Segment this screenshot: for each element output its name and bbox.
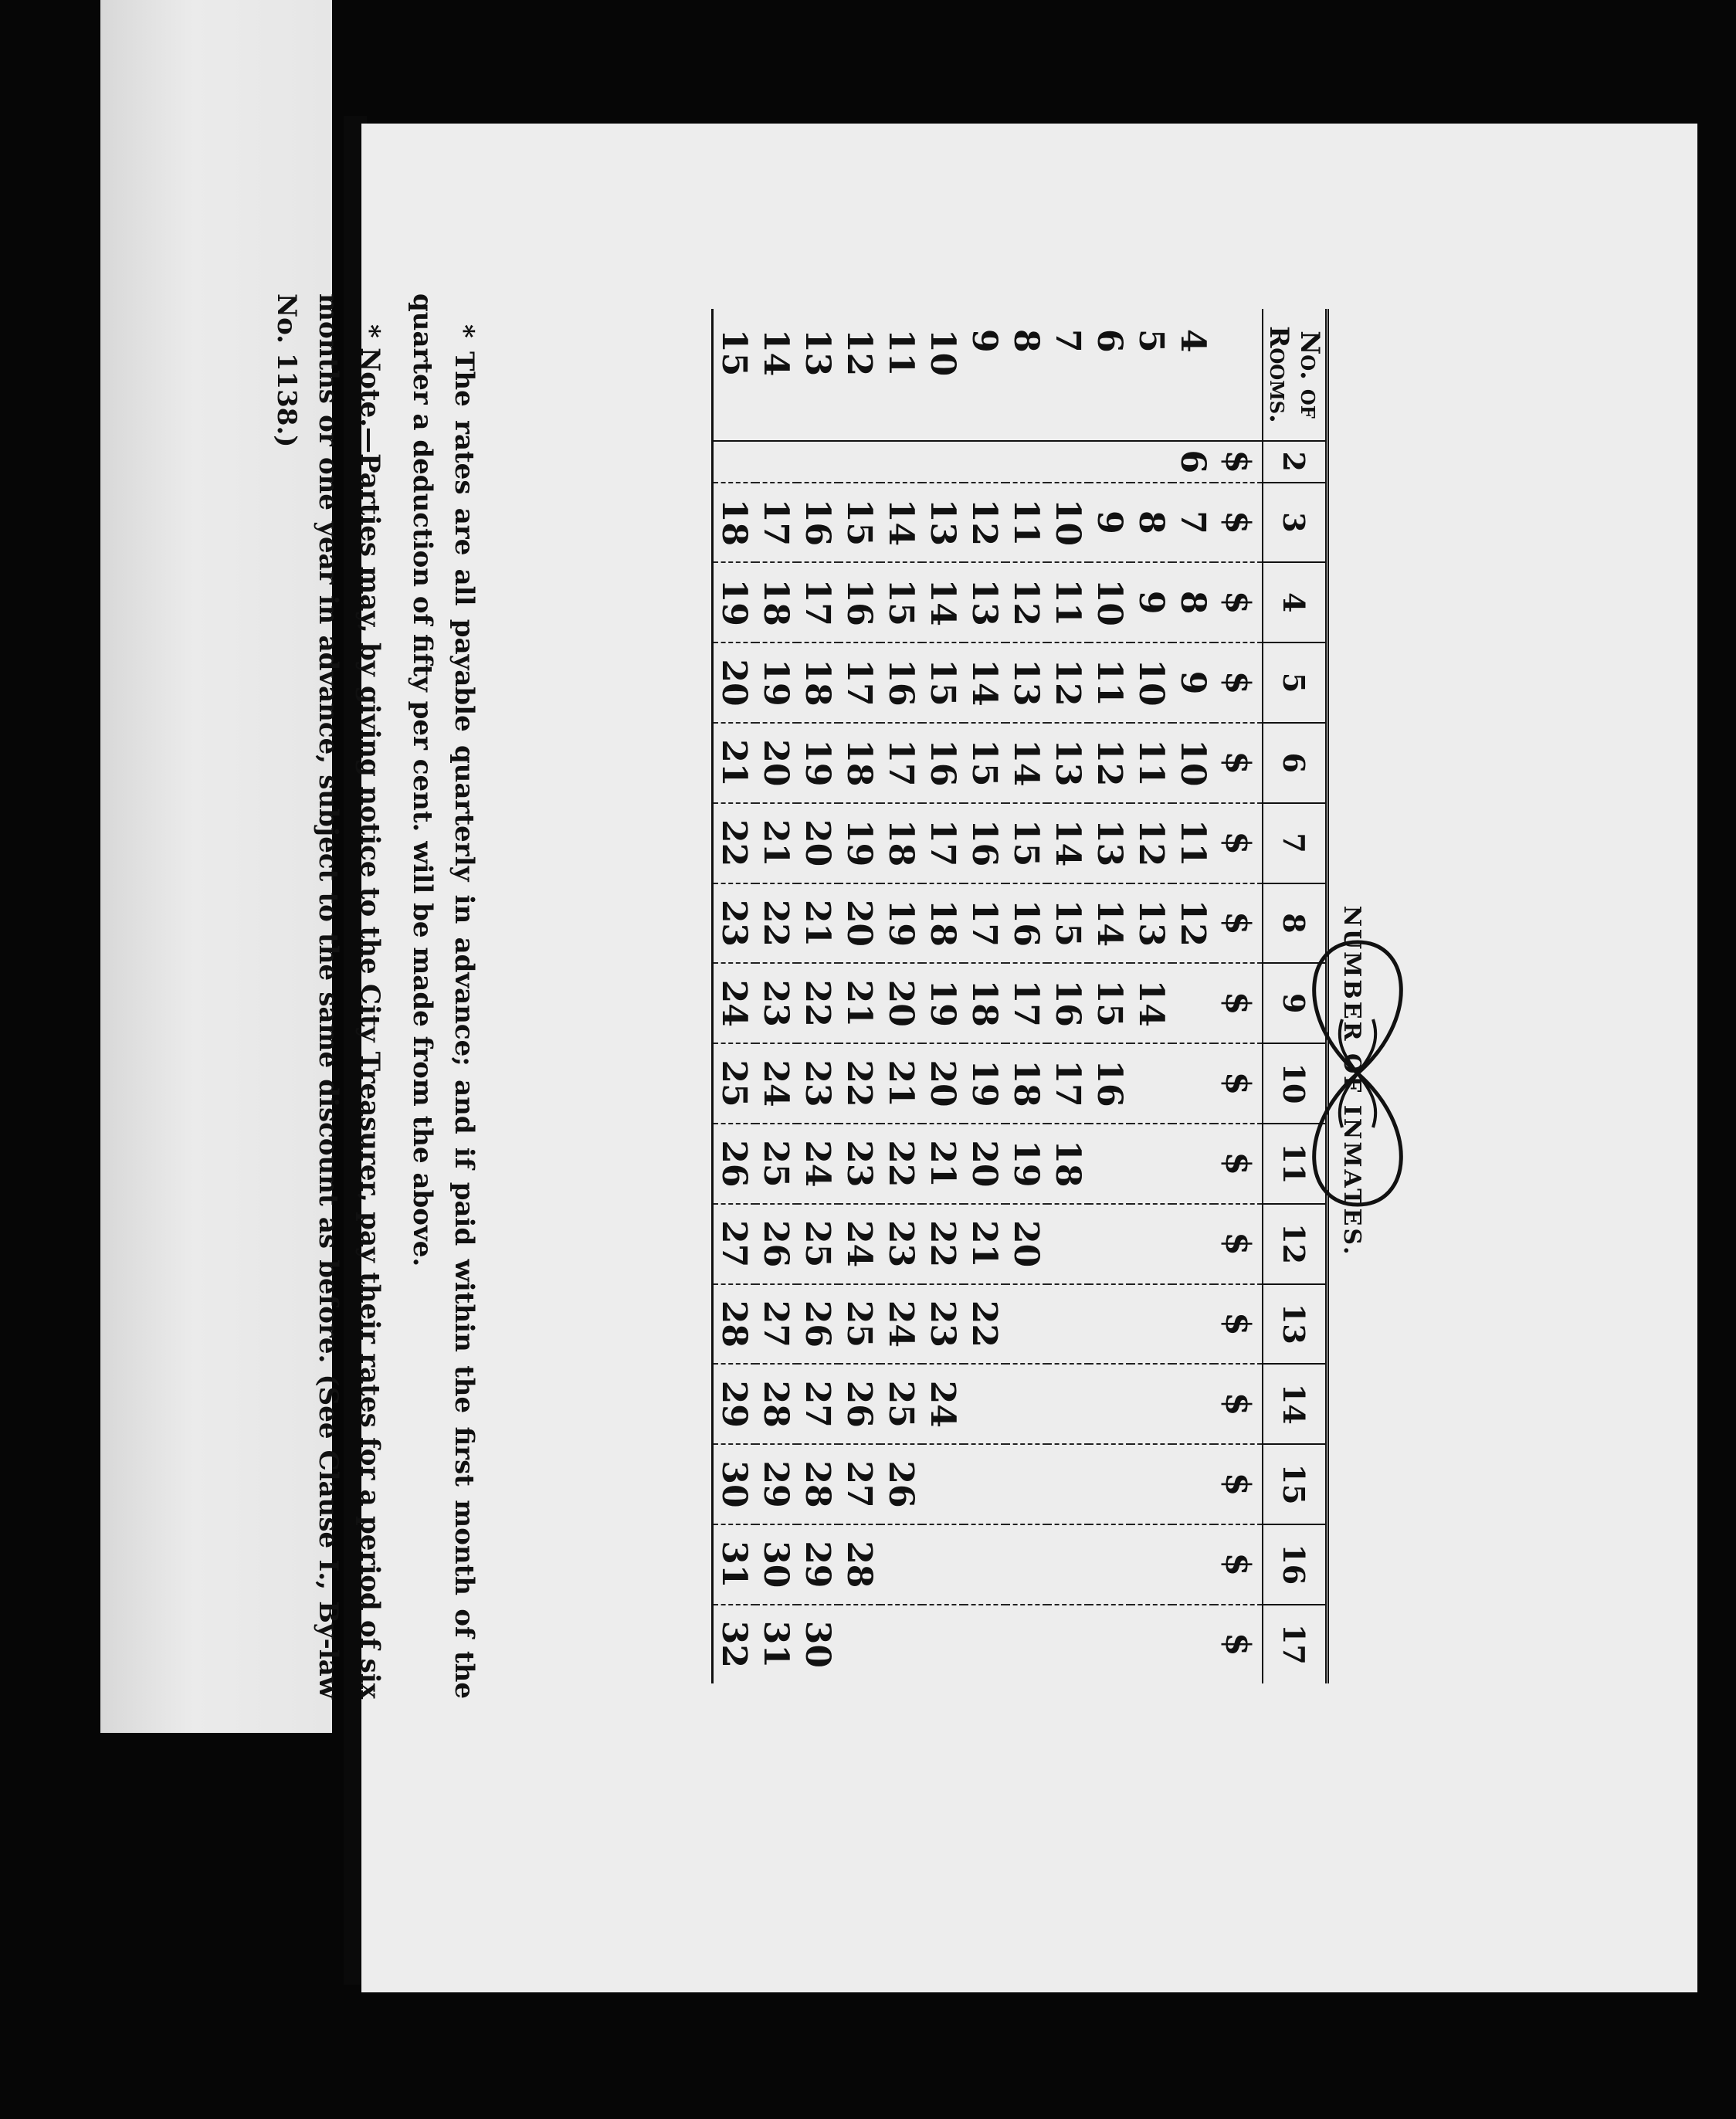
inmates-column-header: 12 [1263, 1204, 1327, 1284]
rate-cell: 17 [880, 723, 922, 803]
rate-cell [1005, 1444, 1047, 1524]
rate-cell [880, 441, 922, 483]
rate-cell [964, 1364, 1005, 1444]
rate-cell: 19 [1005, 1124, 1047, 1204]
rate-cell [1172, 963, 1214, 1043]
rate-cell [1131, 1043, 1172, 1124]
rooms-cell: 12 [839, 309, 880, 441]
rooms-cell: 11 [880, 309, 922, 441]
rate-cell: 20 [755, 723, 797, 803]
rate-cell: 25 [755, 1124, 797, 1204]
inmates-column-header: 7 [1263, 803, 1327, 883]
table-row [839, 309, 880, 1683]
inmates-column-header: 6 [1263, 723, 1327, 803]
rate-cell: 31 [713, 1524, 756, 1605]
rate-cell: 19 [755, 642, 797, 723]
rate-cell: 16 [922, 723, 964, 803]
rate-cell: 30 [755, 1524, 797, 1605]
rate-cell: 18 [1005, 1043, 1047, 1124]
rate-cell [755, 441, 797, 483]
rate-cell [1089, 1364, 1131, 1444]
rate-cell: 23 [839, 1124, 880, 1204]
rooms-cell: 4 [1172, 309, 1214, 441]
rate-cell: 26 [713, 1124, 756, 1204]
rate-cell: 27 [839, 1444, 880, 1524]
rate-cell: 18 [797, 642, 839, 723]
rate-cell: 29 [713, 1364, 756, 1444]
rate-cell [880, 1524, 922, 1605]
currency-cell: $ [1214, 883, 1263, 964]
rate-cell: 28 [713, 1284, 756, 1365]
rate-cell: 14 [1005, 723, 1047, 803]
rate-cell: 11 [1172, 803, 1214, 883]
rate-cell: 28 [755, 1364, 797, 1444]
rate-cell: 18 [713, 483, 756, 563]
rate-cell: 27 [755, 1284, 797, 1365]
rate-cell: 10 [1131, 642, 1172, 723]
currency-cell: $ [1214, 1444, 1263, 1524]
rate-cell [1131, 1364, 1172, 1444]
table-row [713, 309, 756, 1683]
rate-cell: 13 [1089, 803, 1131, 883]
rate-cell: 22 [755, 883, 797, 964]
rate-cell [1047, 1605, 1089, 1683]
currency-cell: $ [1214, 1605, 1263, 1683]
rate-cell: 18 [755, 562, 797, 642]
rate-cell: 26 [839, 1364, 880, 1444]
rate-cell: 18 [1047, 1124, 1089, 1204]
rate-cell: 16 [797, 483, 839, 563]
rate-cell: 19 [713, 562, 756, 642]
table-row [880, 309, 922, 1683]
rate-cell: 19 [964, 1043, 1005, 1124]
rate-cell: 15 [880, 562, 922, 642]
rate-cell: 24 [755, 1043, 797, 1124]
rate-cell: 12 [964, 483, 1005, 563]
rate-cell: 13 [922, 483, 964, 563]
rate-cell: 21 [964, 1204, 1005, 1284]
inmates-column-header: 15 [1263, 1444, 1327, 1524]
rate-cell: 17 [1005, 963, 1047, 1043]
rate-cell: 17 [755, 483, 797, 563]
rate-cell: 6 [1172, 441, 1214, 483]
rate-cell: 22 [880, 1124, 922, 1204]
rate-cell [964, 1605, 1005, 1683]
footnotes [255, 293, 485, 1699]
currency-cell: $ [1214, 1364, 1263, 1444]
rate-cell: 24 [922, 1364, 964, 1444]
inmates-column-header: 2 [1263, 441, 1327, 483]
rate-cell: 22 [797, 963, 839, 1043]
rate-cell: 7 [1172, 483, 1214, 563]
table-heading: NUMBER OF INMATES. [1338, 905, 1365, 1257]
inmates-column-header: 9 [1263, 963, 1327, 1043]
table-row [755, 309, 797, 1683]
rate-cell: 22 [964, 1284, 1005, 1365]
rate-cell: 20 [880, 963, 922, 1043]
currency-cell: $ [1214, 803, 1263, 883]
currency-cell: $ [1214, 562, 1263, 642]
inmates-column-header: 5 [1263, 642, 1327, 723]
rate-cell: 12 [1131, 803, 1172, 883]
rate-cell: 12 [1089, 723, 1131, 803]
rate-cell: 22 [839, 1043, 880, 1124]
rate-cell: 19 [797, 723, 839, 803]
rooms-cell: 9 [964, 309, 1005, 441]
rate-cell: 8 [1172, 562, 1214, 642]
rate-cell: 24 [713, 963, 756, 1043]
table-row [922, 309, 964, 1683]
table-row [1089, 309, 1131, 1683]
rate-cell: 23 [922, 1284, 964, 1365]
rate-cell: 21 [713, 723, 756, 803]
inmates-column-header: 14 [1263, 1364, 1327, 1444]
rate-cell [1131, 1284, 1172, 1365]
inmates-column-header: 16 [1263, 1524, 1327, 1605]
table-body [713, 309, 1263, 1683]
rate-cell: 29 [797, 1524, 839, 1605]
rate-cell: 16 [880, 642, 922, 723]
rate-cell: 24 [839, 1204, 880, 1284]
rate-cell [1047, 1444, 1089, 1524]
rate-cell: 21 [880, 1043, 922, 1124]
inmates-column-header: 4 [1263, 562, 1327, 642]
rate-cell [1131, 1605, 1172, 1683]
rooms-cell: 6 [1089, 309, 1131, 441]
rate-cell: 14 [964, 642, 1005, 723]
rate-cell: 25 [839, 1284, 880, 1365]
currency-cell: $ [1214, 723, 1263, 803]
rate-cell [1131, 1524, 1172, 1605]
rate-cell: 15 [839, 483, 880, 563]
rate-cell: 12 [1172, 883, 1214, 964]
rate-cell [1089, 1444, 1131, 1524]
rate-cell: 11 [1131, 723, 1172, 803]
rate-cell [1089, 1124, 1131, 1204]
rate-cell: 28 [839, 1524, 880, 1605]
rate-cell [922, 1444, 964, 1524]
rate-cell: 11 [1047, 562, 1089, 642]
rate-cell: 16 [964, 803, 1005, 883]
rate-cell: 14 [922, 562, 964, 642]
rate-cell: 20 [797, 803, 839, 883]
currency-cell: $ [1214, 642, 1263, 723]
rate-cell: 17 [964, 883, 1005, 964]
rate-cell: 28 [797, 1444, 839, 1524]
rate-cell [1089, 441, 1131, 483]
rate-cell: 12 [1047, 642, 1089, 723]
rate-cell: 24 [880, 1284, 922, 1365]
rate-cell: 18 [839, 723, 880, 803]
rate-cell: 16 [1047, 963, 1089, 1043]
currency-cell: $ [1214, 1204, 1263, 1284]
rate-cell: 8 [1131, 483, 1172, 563]
rate-cell: 23 [755, 963, 797, 1043]
rate-cell [1005, 1524, 1047, 1605]
rate-cell: 23 [797, 1043, 839, 1124]
rooms-cell: 14 [755, 309, 797, 441]
currency-cell: $ [1214, 1524, 1263, 1605]
rooms-cell: 15 [713, 309, 756, 441]
rate-cell [797, 441, 839, 483]
rooms-cell: 5 [1131, 309, 1172, 441]
rate-cell: 12 [1005, 562, 1047, 642]
rate-cell [1131, 1124, 1172, 1204]
rooms-cell: 8 [1005, 309, 1047, 441]
rate-cell: 9 [1172, 642, 1214, 723]
currency-row-spacer [1214, 309, 1263, 441]
rate-cell [1005, 1364, 1047, 1444]
inmates-column-header: 3 [1263, 483, 1327, 563]
rate-cell: 19 [839, 803, 880, 883]
inmates-column-header: 8 [1263, 883, 1327, 964]
rate-cell: 9 [1131, 562, 1172, 642]
rate-cell [1131, 1204, 1172, 1284]
rate-cell: 13 [1131, 883, 1172, 964]
currency-cell: $ [1214, 441, 1263, 483]
rate-cell [1005, 1605, 1047, 1683]
rate-cell: 15 [964, 723, 1005, 803]
rate-cell [964, 441, 1005, 483]
rate-cell: 20 [713, 642, 756, 723]
currency-cell: $ [1214, 1124, 1263, 1204]
rate-cell: 15 [1047, 883, 1089, 964]
rate-cell: 21 [922, 1124, 964, 1204]
rate-cell [1005, 1284, 1047, 1365]
rate-cell [1172, 1605, 1214, 1683]
rate-cell [1047, 1284, 1089, 1365]
rate-cell [964, 1524, 1005, 1605]
footnote-advance: * Note.—Parties may, by giving notice to the City Treasurer, pay their rates for a period of six months or one year in advance, subject to the same discount as before. (See Clause I., By-law No. 1138.) [271, 293, 385, 1699]
rate-cell: 16 [1089, 1043, 1131, 1124]
rate-cell: 32 [713, 1605, 756, 1683]
rate-cell [1089, 1524, 1131, 1605]
currency-cell: $ [1214, 483, 1263, 563]
rate-cell: 18 [880, 803, 922, 883]
rate-cell: 19 [922, 963, 964, 1043]
rate-cell [922, 1605, 964, 1683]
rate-cell: 19 [880, 883, 922, 964]
rate-cell [1089, 1204, 1131, 1284]
table-row [1047, 309, 1089, 1683]
rate-cell: 17 [1047, 1043, 1089, 1124]
rate-cell: 15 [1089, 963, 1131, 1043]
rate-cell [1131, 1444, 1172, 1524]
rate-cell: 18 [922, 883, 964, 964]
rate-cell: 14 [880, 483, 922, 563]
rooms-cell: 13 [797, 309, 839, 441]
rate-cell: 25 [880, 1364, 922, 1444]
rate-cell: 25 [797, 1204, 839, 1284]
inmates-column-header: 17 [1263, 1605, 1327, 1683]
rate-cell: 22 [713, 803, 756, 883]
rate-cell [964, 1444, 1005, 1524]
table-row [797, 309, 839, 1683]
rate-cell: 20 [964, 1124, 1005, 1204]
rate-cell [1172, 1444, 1214, 1524]
rate-cell: 23 [880, 1204, 922, 1284]
rate-cell: 13 [1047, 723, 1089, 803]
rate-cell: 22 [922, 1204, 964, 1284]
rate-cell: 16 [839, 562, 880, 642]
rooms-column-header: No. of Rooms. [1263, 309, 1327, 441]
rate-cell [713, 441, 756, 483]
rate-cell [1089, 1605, 1131, 1683]
rate-cell: 10 [1089, 562, 1131, 642]
rate-cell: 17 [797, 562, 839, 642]
rate-cell [922, 441, 964, 483]
rate-cell: 27 [713, 1204, 756, 1284]
rooms-cell: 10 [922, 309, 964, 441]
currency-row [1214, 309, 1263, 1683]
rate-cell [1131, 441, 1172, 483]
rate-cell: 13 [1005, 642, 1047, 723]
rate-cell: 26 [880, 1444, 922, 1524]
currency-cell: $ [1214, 963, 1263, 1043]
rate-cell: 15 [922, 642, 964, 723]
rate-cell: 30 [797, 1605, 839, 1683]
rate-cell [1172, 1364, 1214, 1444]
rates-table-wrapper [711, 309, 1365, 1683]
rate-cell [1172, 1524, 1214, 1605]
rate-cell: 10 [1047, 483, 1089, 563]
rate-cell [1047, 1364, 1089, 1444]
table-row [1172, 309, 1214, 1683]
rate-cell: 17 [839, 642, 880, 723]
rate-cell [1089, 1284, 1131, 1365]
rate-cell: 14 [1089, 883, 1131, 964]
rate-cell: 20 [922, 1043, 964, 1124]
rate-cell [1047, 441, 1089, 483]
rate-cell: 26 [755, 1204, 797, 1284]
rate-cell [1172, 1284, 1214, 1365]
rate-cell: 29 [755, 1444, 797, 1524]
rooms-cell: 7 [1047, 309, 1089, 441]
inmates-column-header: 11 [1263, 1124, 1327, 1204]
rate-cell [1172, 1204, 1214, 1284]
inmates-column-header: 13 [1263, 1284, 1327, 1365]
rate-cell: 31 [755, 1605, 797, 1683]
rate-cell: 14 [1047, 803, 1089, 883]
table-row [1005, 309, 1047, 1683]
rate-cell [839, 1605, 880, 1683]
rates-table [711, 309, 1329, 1683]
rate-cell [1172, 1043, 1214, 1124]
rate-cell: 11 [1089, 642, 1131, 723]
table-row [964, 309, 1005, 1683]
rate-cell [880, 1605, 922, 1683]
rate-cell: 14 [1131, 963, 1172, 1043]
rate-cell: 11 [1005, 483, 1047, 563]
currency-cell: $ [1214, 1043, 1263, 1124]
rate-cell: 18 [964, 963, 1005, 1043]
rate-cell: 16 [1005, 883, 1047, 964]
rate-cell [1047, 1524, 1089, 1605]
table-header-row [1263, 309, 1327, 1683]
rate-cell [839, 441, 880, 483]
rate-cell: 20 [839, 883, 880, 964]
rate-cell: 17 [922, 803, 964, 883]
currency-cell: $ [1214, 1284, 1263, 1365]
rate-cell: 15 [1005, 803, 1047, 883]
rate-cell: 21 [797, 883, 839, 964]
inmates-column-header: 10 [1263, 1043, 1327, 1124]
rate-cell: 25 [713, 1043, 756, 1124]
rate-cell: 21 [755, 803, 797, 883]
table-row [1131, 309, 1172, 1683]
rate-cell [1047, 1204, 1089, 1284]
rate-cell: 23 [713, 883, 756, 964]
rate-cell: 13 [964, 562, 1005, 642]
rate-cell: 27 [797, 1364, 839, 1444]
rate-cell: 24 [797, 1124, 839, 1204]
rate-cell: 21 [839, 963, 880, 1043]
rate-cell: 10 [1172, 723, 1214, 803]
rate-cell [922, 1524, 964, 1605]
rate-cell [1172, 1124, 1214, 1204]
rate-cell: 20 [1005, 1204, 1047, 1284]
rate-cell: 30 [713, 1444, 756, 1524]
rate-cell: 9 [1089, 483, 1131, 563]
rate-cell: 26 [797, 1284, 839, 1365]
footnote-payment: * The rates are all payable quarterly in advance; and if paid within the first month of the quarter a deduction of fifty per cent. will be made from the above. [407, 293, 480, 1699]
rate-cell [1005, 441, 1047, 483]
